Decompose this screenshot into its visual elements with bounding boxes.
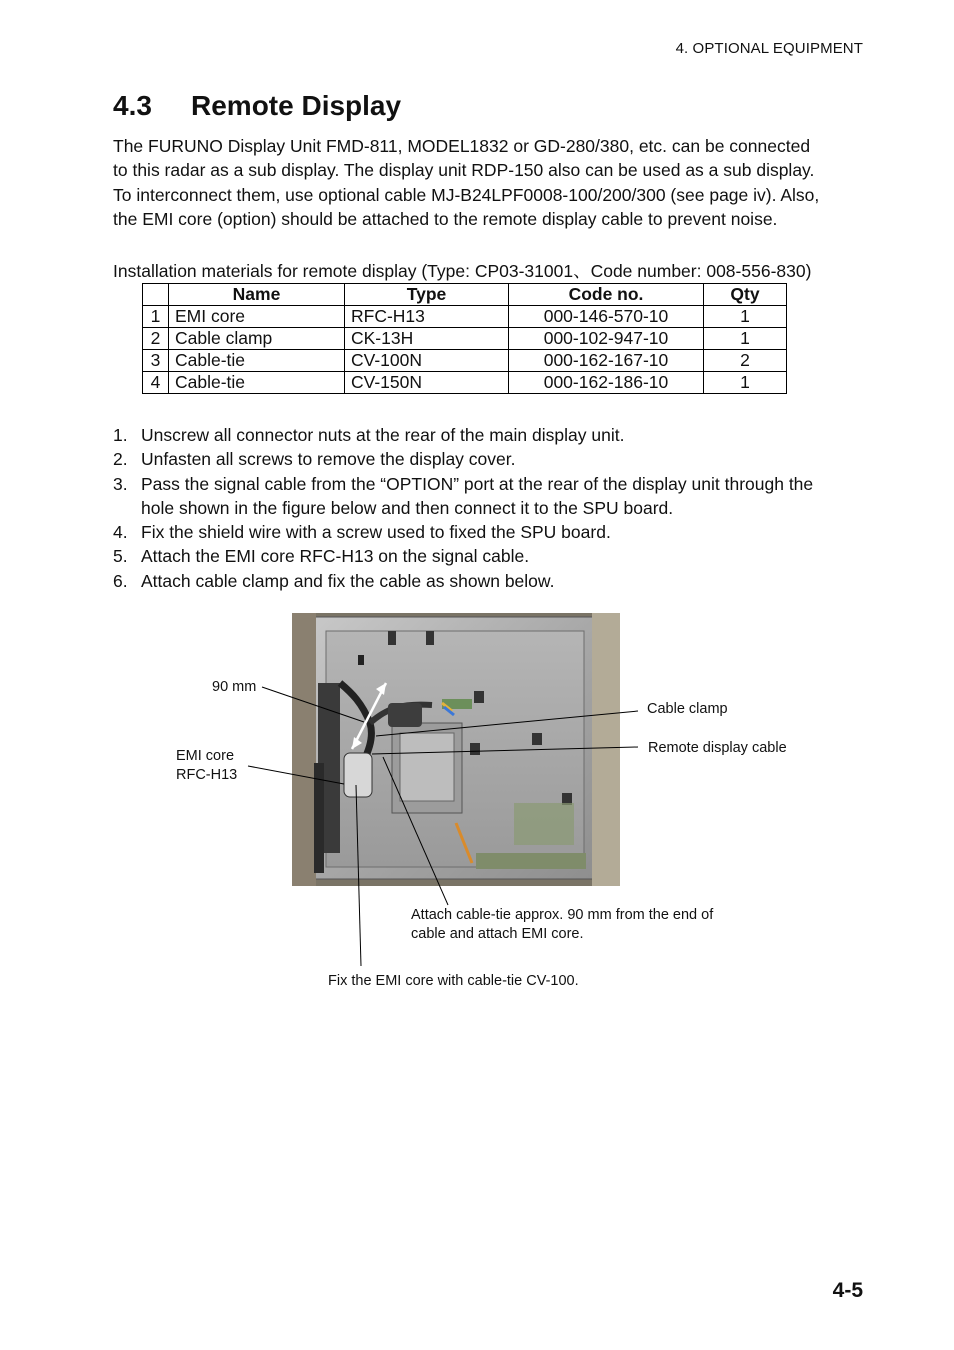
- row-index: 3: [143, 350, 169, 372]
- step-text: Unscrew all connector nuts at the rear of the main display unit.: [141, 425, 625, 445]
- step-number: 6.: [113, 570, 128, 591]
- row-qty: 2: [704, 350, 787, 372]
- intro-line: To interconnect them, use optional cable MJ-B24LPF0008-100/200/300 (see page iv). Also,: [113, 184, 820, 205]
- step-number: 3.: [113, 473, 128, 494]
- step-text-continued: hole shown in the figure below and then connect it to the SPU board.: [141, 497, 674, 518]
- callout-remote-cable: Remote display cable: [648, 740, 787, 756]
- step-number: 1.: [113, 425, 128, 445]
- row-index: 2: [143, 328, 169, 350]
- row-type: RFC-H13: [345, 306, 509, 328]
- row-qty: 1: [704, 372, 787, 394]
- table-caption: Installation materials for remote display (Type: CP03-31001、Code number: 008-556-830): [113, 261, 812, 281]
- callout-attach-tie-line2: cable and attach EMI core.: [411, 926, 584, 942]
- step-text: Attach the EMI core RFC-H13 on the signal cable.: [141, 546, 530, 567]
- row-name: Cable-tie: [169, 350, 345, 372]
- row-name: Cable clamp: [169, 328, 345, 350]
- intro-line: to this radar as a sub display. The display unit RDP-150 also can be used as a sub display.: [113, 160, 815, 181]
- row-type: CK-13H: [345, 328, 509, 350]
- callout-emi-core: [176, 747, 237, 785]
- callout-cable-clamp: Cable clamp: [647, 701, 728, 717]
- row-code: 000-146-570-10: [509, 306, 704, 328]
- step-number: 2.: [113, 449, 128, 470]
- row-index: 1: [143, 306, 169, 328]
- step-text: Unfasten all screws to remove the display cover.: [141, 449, 516, 470]
- running-header: 4. OPTIONAL EQUIPMENT: [675, 40, 863, 57]
- page-number: 4-5: [832, 1279, 863, 1302]
- step-number: 5.: [113, 546, 128, 567]
- col-header-type: Type: [345, 284, 509, 306]
- row-qty: 1: [704, 328, 787, 350]
- step-text: Fix the shield wire with a screw used to fixed the SPU board.: [141, 522, 611, 543]
- row-type: CV-100N: [345, 350, 509, 372]
- col-header-qty: Qty: [704, 284, 787, 306]
- row-code: 000-162-167-10: [509, 350, 704, 372]
- row-index: 4: [143, 372, 169, 394]
- col-header-name: Name: [169, 284, 345, 306]
- row-name: EMI core: [169, 306, 345, 328]
- callout-fix-emi: Fix the EMI core with cable-tie CV-100.: [328, 973, 579, 989]
- section-number: 4.3: [113, 90, 152, 121]
- callout-attach-tie-line1: Attach cable-tie approx. 90 mm from the end of: [411, 907, 714, 923]
- row-name: Cable-tie: [169, 372, 345, 394]
- callout-90mm: 90 mm: [212, 679, 257, 695]
- callout-emi-core-line1: EMI core: [176, 748, 235, 764]
- step-number: 4.: [113, 522, 128, 543]
- intro-line: the EMI core (option) should be attached to the remote display cable to prevent noise.: [113, 208, 778, 229]
- intro-line: The FURUNO Display Unit FMD-811, MODEL1832 or GD-280/380, etc. can be connected: [113, 136, 811, 156]
- section-heading: Remote Display: [191, 90, 402, 121]
- row-qty: 1: [704, 306, 787, 328]
- step-text: Pass the signal cable from the “OPTION” port at the rear of the display unit through the: [141, 473, 814, 494]
- row-type: CV-150N: [345, 372, 509, 394]
- callout-emi-core-line2: RFC-H13: [176, 767, 238, 783]
- row-code: 000-102-947-10: [509, 328, 704, 350]
- col-header-code: Code no.: [509, 284, 704, 306]
- step-text: Attach cable clamp and fix the cable as shown below.: [141, 570, 555, 591]
- row-code: 000-162-186-10: [509, 372, 704, 394]
- callout-attach-tie: [411, 906, 713, 944]
